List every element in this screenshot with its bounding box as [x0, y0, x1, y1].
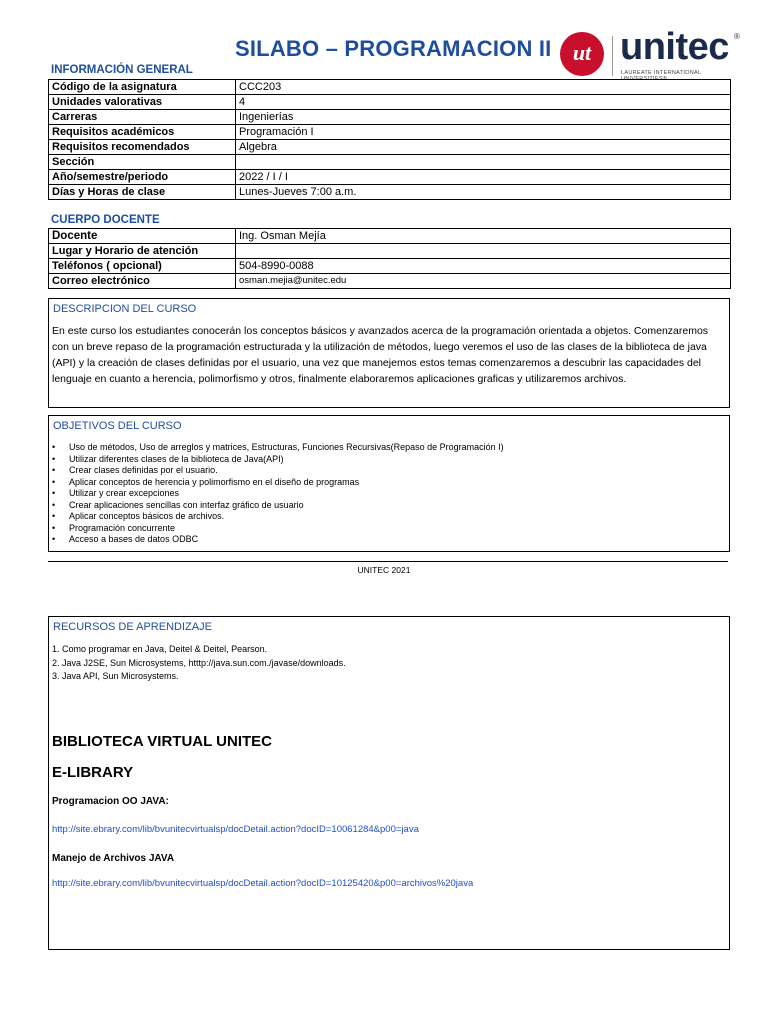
- row-label: Requisitos recomendados: [49, 140, 236, 155]
- table-row: [49, 274, 731, 289]
- list-item: 3. Java API, Sun Microsystems.: [52, 671, 179, 681]
- list-item: • Acceso a bases de datos ODBC: [49, 534, 729, 546]
- row-label: Docente: [49, 229, 236, 244]
- descripcion-heading: DESCRIPCION DEL CURSO: [53, 303, 197, 315]
- row-value: [236, 155, 731, 170]
- row-value: Programación I: [236, 125, 731, 140]
- row-label: Correo electrónico: [49, 274, 236, 289]
- table-row: [49, 244, 731, 259]
- list-item: • Crear aplicaciones sencillas con interfaz gráfico de usuario: [49, 500, 729, 512]
- table-row: [49, 259, 731, 274]
- logo-registered: ®: [734, 32, 740, 41]
- objetivos-box: [48, 415, 730, 552]
- row-value: [236, 244, 731, 259]
- row-value: 4: [236, 95, 731, 110]
- link-oo-java[interactable]: http://site.ebrary.com/lib/bvunitecvirtualsp/docDetail.action?docID=10061284&p00=java: [52, 824, 419, 835]
- descripcion-text: En este curso los estudiantes conocerán los conceptos básicos y avanzados acerca de la programación orientada a objetos. Comenzaremos con un breve repaso de la programación estructurada y la utilización de métodos, luego veremos el uso de las clases de la biblioteca de java (API) y la creación de clases definidas por el usuario, una vez que manejemos estos temas comenzaremos a descubrir las capacidades del lenguaje en cuanto a herencia, polimorfismo y otros, finalmente elaboraremos aplicaciones graficas y utilizaremos archivos.: [52, 325, 709, 385]
- table-row: [49, 229, 731, 244]
- row-label: Teléfonos ( opcional): [49, 259, 236, 274]
- table-row: [49, 110, 731, 125]
- link-archivos-java[interactable]: http://site.ebrary.com/lib/bvunitecvirtualsp/docDetail.action?docID=10125420&p00=archivos%20java: [52, 878, 474, 889]
- docente-heading: CUERPO DOCENTE: [51, 214, 160, 226]
- biblioteca-heading: BIBLIOTECA VIRTUAL UNITEC: [52, 733, 272, 750]
- list-item: • Utilizar diferentes clases de la biblioteca de Java(API): [49, 454, 729, 466]
- list-item: • Uso de métodos, Uso de arreglos y matrices, Estructuras, Funciones Recursivas(Repaso de Programación I): [49, 442, 729, 454]
- table-row: [49, 140, 731, 155]
- row-label: Unidades valorativas: [49, 95, 236, 110]
- logo-mark-icon: ut: [560, 32, 604, 76]
- row-label: Código de la asignatura: [49, 80, 236, 95]
- descripcion-box: [48, 298, 730, 408]
- link-title-oo: Programacion OO JAVA:: [52, 796, 169, 807]
- row-label: Carreras: [49, 110, 236, 125]
- list-item: • Crear clases definidas por el usuario.: [49, 465, 729, 477]
- table-row: [49, 95, 731, 110]
- logo-tagline: LAUREATE INTERNATIONAL UNIVERSITIES®: [621, 70, 702, 82]
- table-row: [49, 185, 731, 200]
- recursos-box: [48, 616, 730, 950]
- row-value: 504-8990-0088: [236, 259, 731, 274]
- objetivos-list: [49, 442, 729, 546]
- row-label: Requisitos académicos: [49, 125, 236, 140]
- logo-wordmark: unitec: [620, 26, 729, 68]
- row-value: Ingenierías: [236, 110, 731, 125]
- general-table: [48, 79, 731, 200]
- objetivos-heading: OBJETIVOS DEL CURSO: [53, 420, 182, 432]
- list-item: • Aplicar conceptos de herencia y polimorfismo en el diseño de programas: [49, 477, 729, 489]
- row-value: osman.mejia@unitec.edu: [236, 274, 731, 289]
- list-item: • Programación concurrente: [49, 523, 729, 535]
- page-title: SILABO – PROGRAMACION II: [235, 36, 552, 61]
- footer-divider: [48, 561, 728, 562]
- table-row: [49, 125, 731, 140]
- row-label: Días y Horas de clase: [49, 185, 236, 200]
- table-row: [49, 155, 731, 170]
- row-value: Ing. Osman Mejía: [236, 229, 731, 244]
- logo-divider: [612, 36, 613, 76]
- general-heading: INFORMACIÓN GENERAL: [51, 64, 193, 76]
- recursos-heading: RECURSOS DE APRENDIZAJE: [53, 621, 212, 633]
- row-label: Año/semestre/periodo: [49, 170, 236, 185]
- list-item: • Utilizar y crear excepciones: [49, 488, 729, 500]
- recursos-list: [49, 643, 729, 684]
- list-item: 1. Como programar en Java, Deitel & Deitel, Pearson.: [52, 644, 268, 654]
- row-label: Lugar y Horario de atención: [49, 244, 236, 259]
- unitec-logo: [560, 26, 740, 82]
- docente-table: [48, 228, 731, 289]
- row-label: Sección: [49, 155, 236, 170]
- row-value: CCC203: [236, 80, 731, 95]
- list-item: • Aplicar conceptos básicos de archivos.: [49, 511, 729, 523]
- row-value: Algebra: [236, 140, 731, 155]
- table-row: [49, 170, 731, 185]
- table-row: [49, 80, 731, 95]
- link-title-archivos: Manejo de Archivos JAVA: [52, 853, 175, 864]
- list-item: 2. Java J2SE, Sun Microsystems, htttp://java.sun.com./javase/downloads.: [52, 657, 346, 668]
- row-value: Lunes-Jueves 7:00 a.m.: [236, 185, 731, 200]
- footer-text: UNITEC 2021: [357, 565, 411, 575]
- row-value: 2022 / I / I: [236, 170, 731, 185]
- elibrary-heading: E-LIBRARY: [52, 764, 134, 781]
